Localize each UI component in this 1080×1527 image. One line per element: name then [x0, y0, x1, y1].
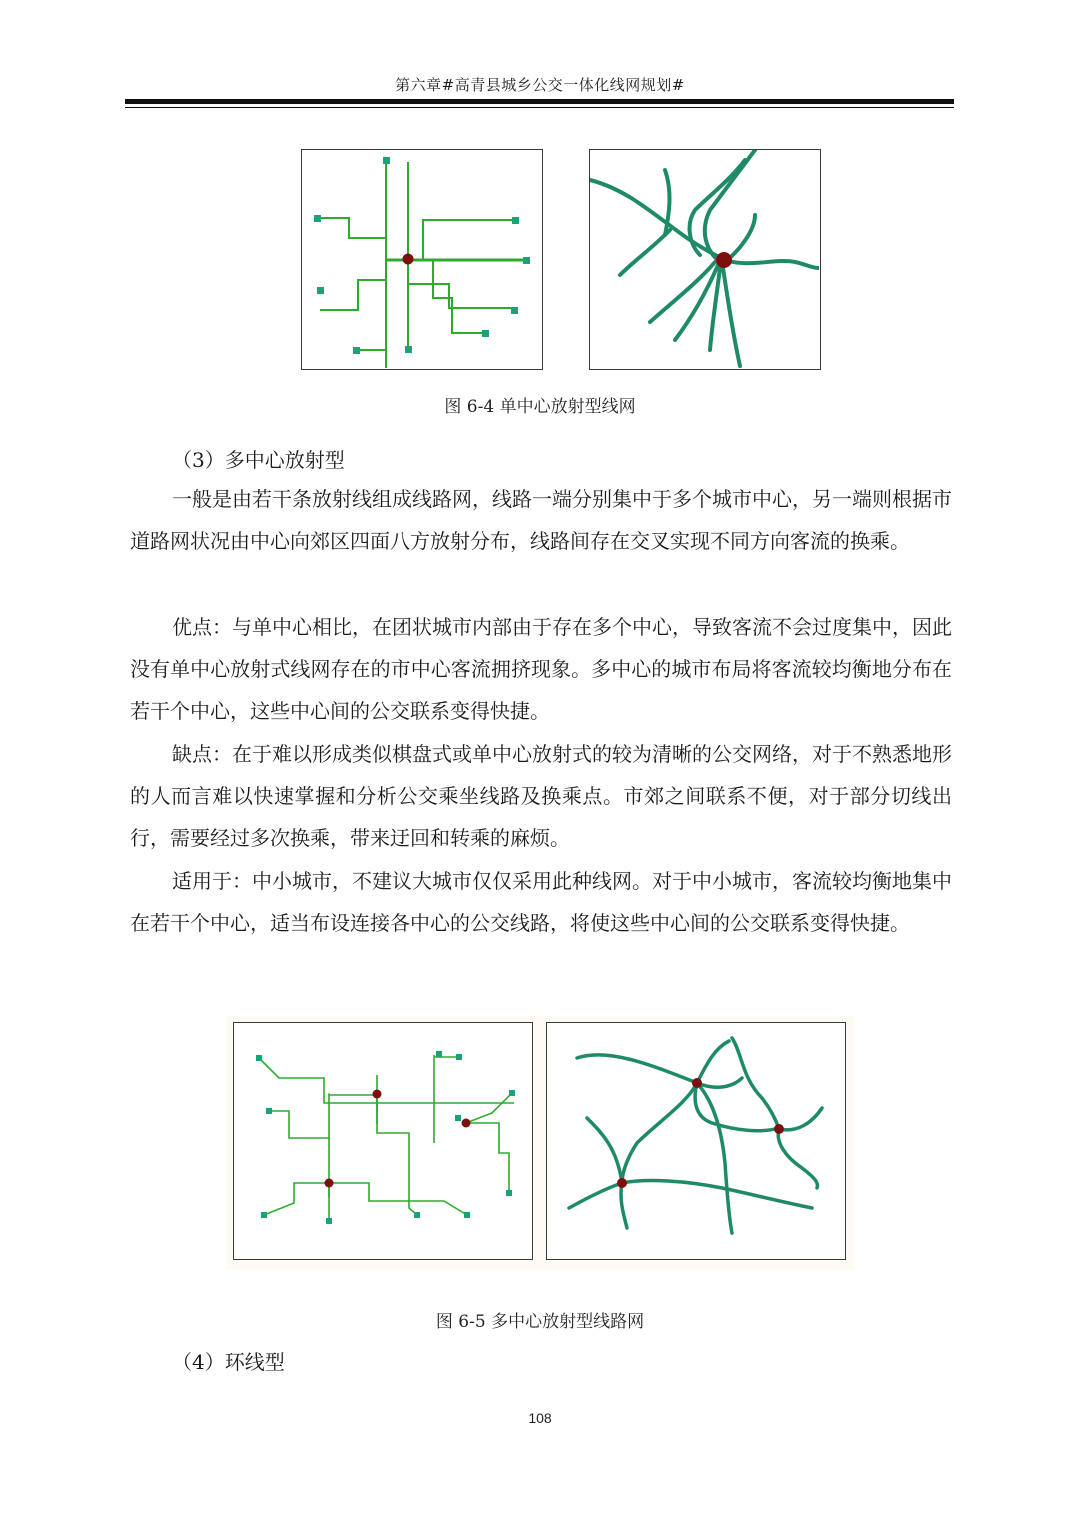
- route-line: [329, 1183, 467, 1215]
- single-center-schematic-map: [302, 150, 541, 368]
- city-center-node: [617, 1178, 627, 1188]
- bus-stop: [523, 257, 530, 264]
- fig-6-4-schematic: [301, 149, 543, 370]
- road: [723, 268, 740, 366]
- road: [620, 230, 670, 275]
- route-line: [466, 1093, 512, 1123]
- section-heading-ring: （4）环线型: [172, 1350, 285, 1374]
- road: [622, 1083, 697, 1183]
- route-line: [408, 284, 515, 308]
- bus-stop: [464, 1212, 470, 1218]
- paragraph-intro-text: 一般是由若干条放射线组成线路网，线路一端分别集中于多个城市中心，另一端则根据市道路网状况由中心向郊区四面八方放射分布，线路间存在交叉实现不同方向客流的换乘。: [130, 487, 952, 553]
- bus-stop: [256, 1055, 262, 1061]
- paragraph-intro: [130, 478, 952, 562]
- road: [705, 150, 755, 262]
- page-number: 108: [528, 1410, 552, 1426]
- bus-stop: [482, 330, 489, 337]
- bus-stop: [455, 1115, 461, 1121]
- route-line: [356, 310, 386, 350]
- road: [725, 260, 818, 268]
- city-center-node: [373, 1090, 382, 1099]
- bus-stop: [456, 1054, 462, 1060]
- bus-stop: [314, 215, 321, 222]
- multi-center-road-map: [547, 1023, 844, 1258]
- bus-stop: [511, 307, 518, 314]
- route-line: [259, 1058, 514, 1103]
- fig-6-5-road-map: [546, 1022, 846, 1260]
- route-line: [377, 1095, 417, 1215]
- bus-stop: [414, 1212, 420, 1218]
- bus-stop: [512, 217, 519, 224]
- city-center-node: [462, 1119, 471, 1128]
- route-line: [433, 260, 485, 333]
- road: [697, 1041, 729, 1083]
- road: [621, 1183, 627, 1228]
- road: [577, 1055, 742, 1087]
- route-line: [423, 220, 515, 260]
- bus-stop: [317, 287, 324, 294]
- bus-stop: [326, 1218, 332, 1224]
- header-rule-thick: [125, 99, 954, 104]
- road: [778, 1129, 817, 1188]
- route-line: [264, 1183, 329, 1215]
- running-header: 第六章#高青县城乡公交一体化线网规划#: [395, 76, 685, 94]
- road: [779, 1108, 822, 1130]
- paragraph-applicable-text: 适用于：中小城市，不建议大城市仅仅采用此种线网。对于中小城市，客流较均衡地集中在若干个中心，适当布设连接各中心的公交线路，将使这些中心间的公交联系变得快捷。: [130, 869, 952, 935]
- single-center-road-map: [590, 150, 819, 368]
- city-center-node: [692, 1078, 702, 1088]
- road: [569, 1183, 622, 1208]
- header-rule-thin: [125, 107, 954, 108]
- bus-stop: [261, 1212, 267, 1218]
- city-center-node: [325, 1179, 334, 1188]
- figure-caption-6-4: 图 6-4 单中心放射型线网: [444, 397, 636, 417]
- bus-stop: [266, 1108, 272, 1114]
- road: [732, 1038, 779, 1129]
- city-center-node: [716, 252, 732, 268]
- paragraph-advantages-text: 优点：与单中心相比，在团状城市内部由于存在多个中心，导致客流不会过度集中，因此没有单中心放射式线网存在的市中心客流拥挤现象。多中心的城市布局将客流较均衡地分布在若干个中心，这些中心间的公交联系变得快捷。: [130, 615, 952, 723]
- fig-6-5-schematic: [233, 1022, 533, 1260]
- city-center-node: [403, 254, 414, 265]
- route-line: [317, 218, 386, 238]
- route-line: [269, 1111, 329, 1138]
- paragraph-disadvantages-text: 缺点：在于难以形成类似棋盘式或单中心放射式的较为清晰的公交网络，对于不熟悉地形的人而言难以快速掌握和分析公交乘坐线路及换乘点。市郊之间联系不便，对于部分切线出行，需要经过多次换乘，带来迂回和转乘的麻烦。: [130, 742, 952, 850]
- paragraph-applicable: [130, 860, 952, 944]
- paragraph-advantages: [130, 606, 952, 732]
- bus-stop: [353, 347, 360, 354]
- figure-caption-6-5: 图 6-5 多中心放射型线路网: [435, 1312, 645, 1332]
- bus-stop: [405, 346, 412, 353]
- city-center-node: [774, 1124, 784, 1134]
- paragraph-disadvantages: [130, 733, 952, 859]
- bus-stop: [383, 157, 390, 164]
- route-line: [466, 1123, 509, 1193]
- fig-6-4-road-map: [589, 149, 821, 370]
- bus-stop: [436, 1051, 442, 1057]
- road: [622, 1181, 812, 1208]
- section-heading-multi-center: （3）多中心放射型: [172, 448, 345, 472]
- route-line: [320, 260, 386, 310]
- road: [697, 1083, 732, 1233]
- bus-stop: [509, 1090, 515, 1096]
- road: [587, 1118, 622, 1183]
- multi-center-schematic-map: [234, 1023, 531, 1258]
- bus-stop: [506, 1190, 512, 1196]
